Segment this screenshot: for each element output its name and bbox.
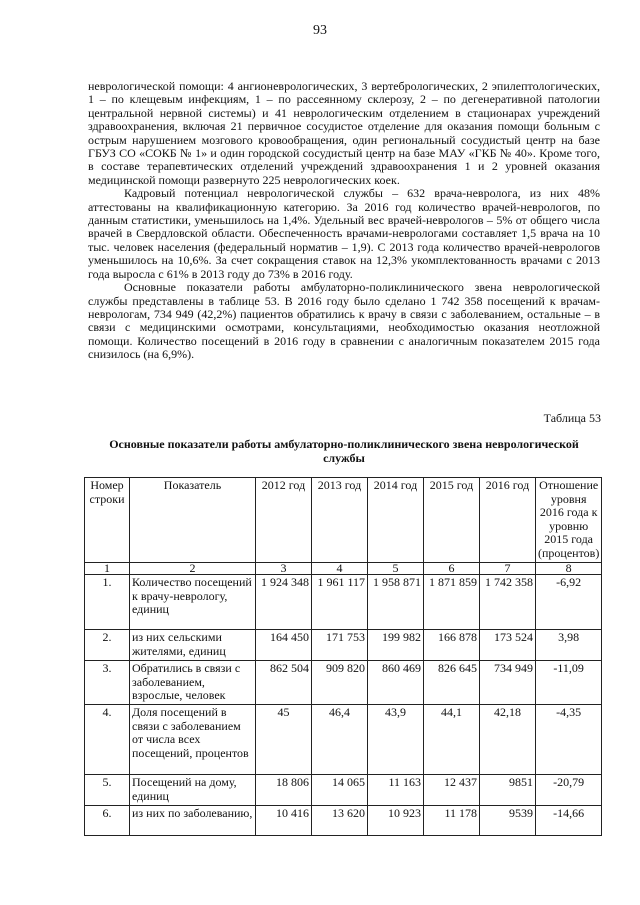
value-cell: 11 163 xyxy=(368,775,424,806)
indicator-cell: Доля посещений в связи с заболеванием от числа всех посещений, процентов xyxy=(130,705,256,775)
row-number: 5. xyxy=(85,775,130,806)
value-cell: 166 878 xyxy=(424,630,480,661)
value-cell: 173 524 xyxy=(480,630,536,661)
ratio-cell: -6,92 xyxy=(536,575,602,630)
value-cell: 909 820 xyxy=(312,661,368,705)
ratio-cell: -14,66 xyxy=(536,806,602,836)
table-row xyxy=(85,705,602,775)
col-number: 7 xyxy=(480,563,536,575)
value-cell: 43,9 xyxy=(368,705,424,775)
indicator-cell: Посещений на дому, единиц xyxy=(130,775,256,806)
value-cell: 171 753 xyxy=(312,630,368,661)
row-number: 6. xyxy=(85,806,130,836)
paragraph-3: Основные показатели работы амбулаторно-поликлинического звена неврологической службы представлены в таблице 53. В 2016 году было сделано 1 742 358 посещений к врачам-неврологам, 734 949 (42,2%) пациентов обратились к врачу в связи с заболеванием, остальные – в связи с медицинскими осмотрами, консультациями, необходимостью оказания неотложной помощи. Количество посещений в 2016 году в сравнении с аналогичным показателем 2015 года снизилось (на 6,9%). xyxy=(88,280,600,362)
indicator-cell: из них по заболеванию, xyxy=(130,806,256,836)
value-cell: 734 949 xyxy=(480,661,536,705)
value-cell: 18 806 xyxy=(256,775,312,806)
ratio-cell: 3,98 xyxy=(536,630,602,661)
table-row xyxy=(85,661,602,705)
value-cell: 10 416 xyxy=(256,806,312,836)
header-2012: 2012 год xyxy=(256,478,312,563)
col-number: 5 xyxy=(368,563,424,575)
value-cell: 44,1 xyxy=(424,705,480,775)
value-cell: 1 924 348 xyxy=(256,575,312,630)
value-cell: 9539 xyxy=(480,806,536,836)
indicator-cell: Обратились в связи с заболеванием, взрослые, человек xyxy=(130,661,256,705)
header-2015: 2015 год xyxy=(424,478,480,563)
table-title: Основные показатели работы амбулаторно-поликлинического звена неврологической службы xyxy=(109,437,579,465)
value-cell: 9851 xyxy=(480,775,536,806)
column-number-row xyxy=(85,563,602,575)
col-number: 2 xyxy=(130,563,256,575)
value-cell: 11 178 xyxy=(424,806,480,836)
table-label: Таблица 53 xyxy=(543,411,601,425)
value-cell: 164 450 xyxy=(256,630,312,661)
table-row xyxy=(85,575,602,630)
value-cell: 1 958 871 xyxy=(368,575,424,630)
indicator-cell: из них сельскими жителями, единиц xyxy=(130,630,256,661)
header-indicator: Показатель xyxy=(130,478,256,563)
col-number: 4 xyxy=(312,563,368,575)
table-row xyxy=(85,806,602,836)
value-cell: 46,4 xyxy=(312,705,368,775)
row-number: 2. xyxy=(85,630,130,661)
ratio-cell: -20,79 xyxy=(536,775,602,806)
value-cell: 10 923 xyxy=(368,806,424,836)
ratio-cell: -4,35 xyxy=(536,705,602,775)
indicator-cell: Количество посещений к врачу-неврологу, единиц xyxy=(130,575,256,630)
indicators-table xyxy=(84,477,602,836)
ratio-cell: -11,09 xyxy=(536,661,602,705)
col-number: 8 xyxy=(536,563,602,575)
table-row xyxy=(85,630,602,661)
col-number: 1 xyxy=(85,563,130,575)
value-cell: 14 065 xyxy=(312,775,368,806)
row-number: 4. xyxy=(85,705,130,775)
value-cell: 12 437 xyxy=(424,775,480,806)
value-cell: 42,18 xyxy=(480,705,536,775)
row-number: 3. xyxy=(85,661,130,705)
value-cell: 1 871 859 xyxy=(424,575,480,630)
body-text xyxy=(88,80,600,362)
col-number: 3 xyxy=(256,563,312,575)
value-cell: 862 504 xyxy=(256,661,312,705)
value-cell: 826 645 xyxy=(424,661,480,705)
header-2014: 2014 год xyxy=(368,478,424,563)
value-cell: 1 742 358 xyxy=(480,575,536,630)
value-cell: 13 620 xyxy=(312,806,368,836)
value-cell: 45 xyxy=(256,705,312,775)
table-header-row xyxy=(85,478,602,563)
paragraph-1: неврологической помощи: 4 ангионеврологических, 3 вертебрологических, 2 эпилептологических, 1 – по клещевым инфекциям, 1 – по рассеянному склерозу, 2 – по дегенеративной патологии центральной нервной системы) и 41 неврологическим отделением в стационарах учреждений здравоохранения, включая 21 первичное сосудистое отделение для оказания помощи больным с острым нарушением мозгового кровообращения, один региональный сосудистый центр на базе ГБУЗ СО «СОКБ № 1» и один городской сосудистый центр на базе МАУ «ГКБ № 40». Кроме того, в составе терапевтических отделений учреждений здравоохранения 1 и 2 уровней оказания медицинской помощи развернуто 225 неврологических коек. xyxy=(88,79,600,187)
header-2016: 2016 год xyxy=(480,478,536,563)
value-cell: 860 469 xyxy=(368,661,424,705)
paragraph-2: Кадровый потенциал неврологической службы – 632 врача-невролога, из них 48% аттестованы на квалификационную категорию. За 2016 год количество врачей-неврологов, по данным статистики, уменьшилось на 1,4%. Удельный вес врачей-неврологов – 5% от общего числа врачей в Свердловской области. Обеспеченность врачами-неврологами составляет 1,5 врача на 10 тыс. человек населения (федеральный норматив – 1,9). С 2013 года количество врачей-неврологов уменьшилось на 10,6%. За счет сокращения ставок на 12,3% укомплектованность врачами с 2013 года выросла с 61% в 2013 году до 73% в 2016 году. xyxy=(88,186,600,281)
col-number: 6 xyxy=(424,563,480,575)
value-cell: 1 961 117 xyxy=(312,575,368,630)
row-number: 1. xyxy=(85,575,130,630)
table-row xyxy=(85,775,602,806)
value-cell: 199 982 xyxy=(368,630,424,661)
header-2013: 2013 год xyxy=(312,478,368,563)
header-ratio: Отношение уровня 2016 года к уровню 2015 года (процентов) xyxy=(536,478,602,563)
page-number: 93 xyxy=(313,23,327,38)
header-row-number: Номер строки xyxy=(85,478,130,563)
